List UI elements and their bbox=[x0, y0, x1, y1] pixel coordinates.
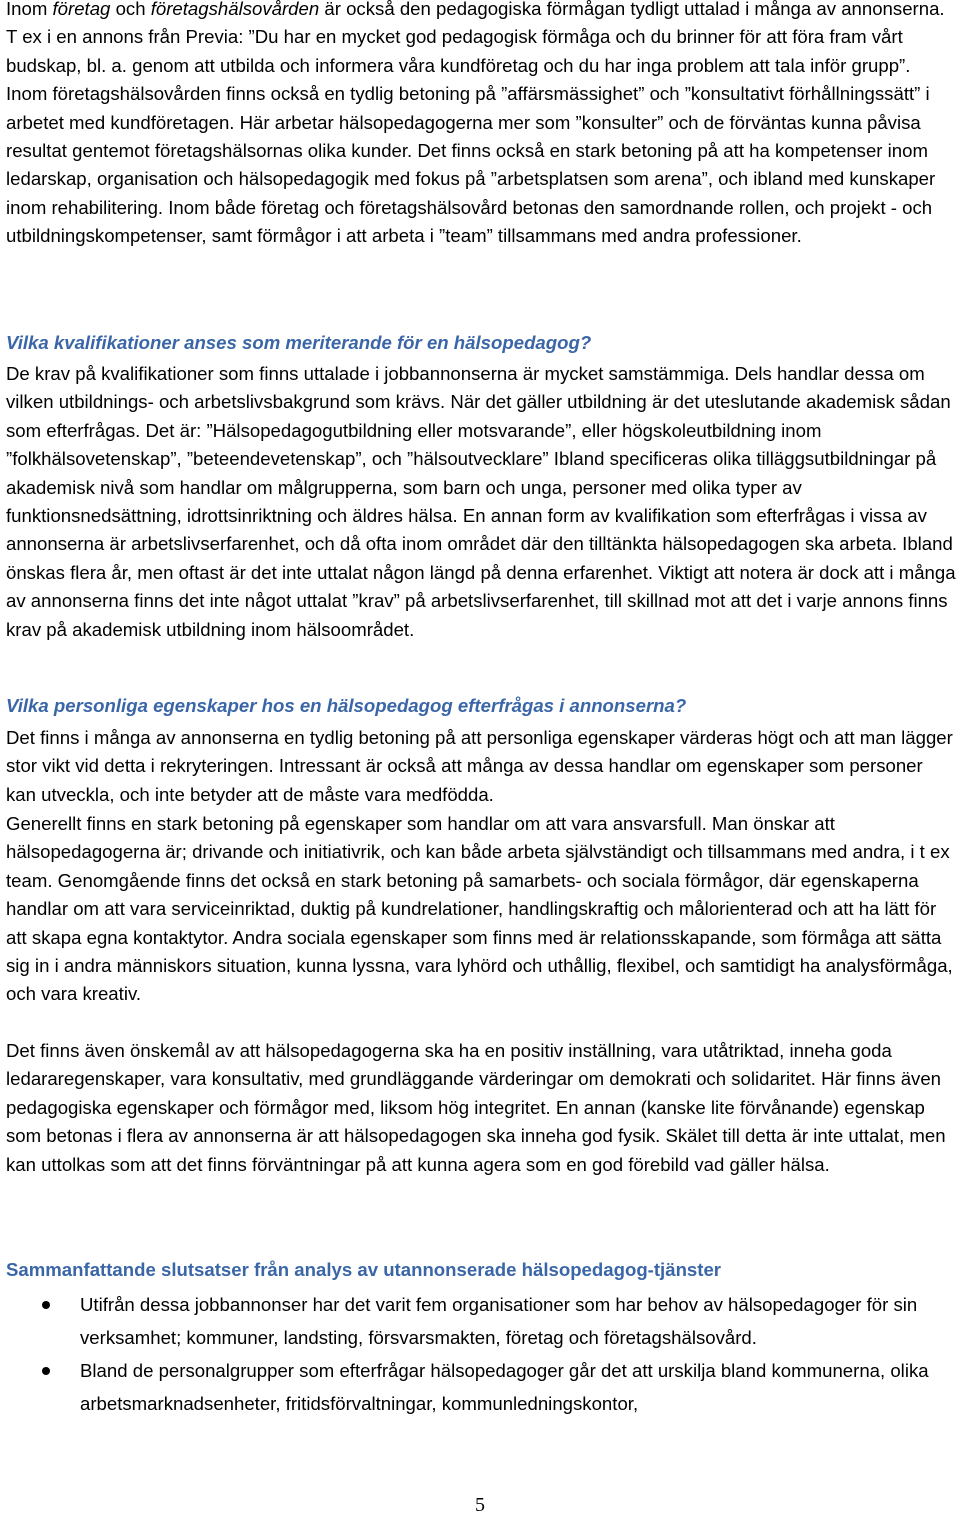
heading-summary: Sammanfattande slutsatser från analys av utannonserade hälsopedagog-tjänster bbox=[6, 1259, 722, 1280]
text-run-italic: företag bbox=[52, 0, 111, 19]
list-item bbox=[0, 1288, 950, 1354]
heading-qualifications: Vilka kvalifikationer anses som meriterande för en hälsopedagog? bbox=[6, 332, 592, 353]
paragraph-traits-intro: Det finns i många av annonserna en tydlig betoning på att personliga egenskaper värderas högt och att man lägger stor vikt vid detta i rekryteringen. Intressant är också att många av dessa handlar om egenskaper som personer kan utveckla, och inte betyder att de måste vara medfödda. bbox=[6, 727, 953, 805]
paragraph-qualifications: De krav på kvalifikationer som finns uttalade i jobbannonserna är mycket samstämmiga. Dels handlar dessa om vilken utbildnings- och arbetslivsbakgrund som krävs. När det gäller utbildning är det uteslutande akademisk sådan som efterfrågas. Det är: ”Hälsopedagogutbildning eller motsvarande”, eller högskoleutbildning inom ”folkhälsovetenskap”, ”beteendevetenskap”, och ”hälsoutvecklare” Ibland specificeras olika tilläggsutbildningar på akademisk nivå som handlar om målgrupperna, som barn och unga, personer med olika typer av funktionsnedsättning, idrottsinriktning och äldres hälsa. En annan form av kvalifikation som efterfrågas i vissa av annonserna är arbetslivserfarenhet, och då ofta inom området där den tilltänkta hälsopedagogen ska arbeta. Ibland önskas flera år, men oftast är det inte uttalat någon längd på denna erfarenhet. Viktigt att notera är dock att i många av annonserna finns det inte något uttalat ”krav” på arbetslivserfarenhet, till skillnad mot att det i varje annons finns krav på akademisk utbildning inom hälsoområdet. bbox=[6, 363, 956, 640]
page-number: 5 bbox=[475, 1494, 485, 1516]
paragraph-traits-responsible: Generellt finns en stark betoning på egenskaper som handlar om att vara ansvarsfull. Man önskar att hälsopedagogerna är; drivande och initiativrik, och kan både arbeta självständigt och tillsammans med andra, i t ex team. Genomgående finns det också en stark betoning på samarbets- och sociala förmågor, där egenskaperna handlar om att vara serviceinriktad, duktig på kundrelationer, handlingskraftig och målorienterad och att ha lätt för att skapa egna kontaktytor. Andra sociala egenskaper som finns med är relationsskapande, som förmåga att sätta sig in i andra människors situation, kunna lyssna, vara lyhörd och uthållig, flexibel, och samtidigt ha analysförmåga, och vara kreativ. bbox=[6, 813, 953, 1005]
bullet-icon bbox=[42, 1367, 50, 1375]
list-item-text: Utifrån dessa jobbannonser har det varit fem organisationer som har behov av hälsopedagoger för sin verksamhet; kommuner, landsting, försvarsmakten, företag och företagshälsovård. bbox=[80, 1294, 918, 1348]
list-item-text: Bland de personalgrupper som efterfrågar hälsopedagoger går det att urskilja bland kommunerna, olika arbetsmarknadsenheter, fritidsförvaltningar, kommunledningskontor, bbox=[80, 1360, 929, 1414]
text-run: och bbox=[110, 0, 151, 19]
bullet-icon bbox=[42, 1301, 50, 1309]
paragraph-pedagogic-ability bbox=[6, 0, 956, 251]
list-item bbox=[0, 1354, 950, 1420]
summary-list bbox=[0, 1288, 960, 1420]
paragraph-traits-other: Det finns även önskemål av att hälsopedagogerna ska ha en positiv inställning, vara utåtriktad, inneha goda ledararegenskaper, vara konsultativ, med grundläggande värderingar om demokrati och solidaritet. Här finns även pedagogiska egenskaper och förmågor med, liksom hög integritet. En annan (kanske lite förvånande) egenskap som betonas i flera av annonserna är att hälsopedagogen ska inneha god fysik. Skälet till detta är inte uttalat, men kan uttolkas som att det finns förväntningar på att kunna agera som en god förebild vad gäller hälsa. bbox=[6, 1040, 946, 1175]
text-run: Inom bbox=[6, 0, 53, 19]
text-run: är också den pedagogiska förmågan tydligt uttalad i många av annonserna. T ex i en annons från Previa: ”Du har en mycket god pedagogisk förmåga och du brinner för att föra fram vårt budskap, bl. a. genom att utbilda och informera våra kundföretag och du har inga problem att tala inför grupp”. Inom företagshälsovården finns också en tydlig betoning på ”affärsmässighet” och ”konsultativt förhållningssätt” i arbetet med kundföretagen. Här arbetar hälsopedagogerna mer som ”konsulter” och de förväntas kunna påvisa resultat gentemot företagshälsornas olika kunder. Det finns också en stark betoning på att ha kompetenser inom ledarskap, organisation och hälsopedagogik med fokus på ”arbetsplatsen som arena”, och ibland med kunskaper inom rehabilitering. Inom både företag och företagshälsovård betonas den samordnande rollen, och projekt - och utbildningskompetenser, samt förmågor i att arbeta i ”team” tillsammans med andra professioner. bbox=[6, 0, 945, 247]
text-run-italic: företagshälsovården bbox=[150, 0, 320, 19]
heading-personal-traits: Vilka personliga egenskaper hos en hälsopedagog efterfrågas i annonserna? bbox=[6, 695, 687, 716]
